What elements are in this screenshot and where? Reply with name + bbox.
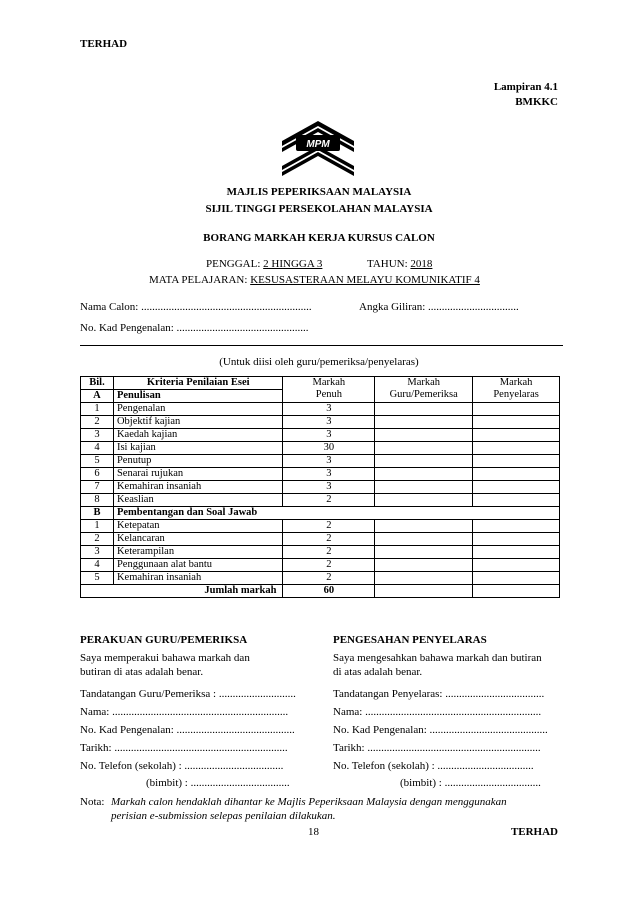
footnote-label: Nota: xyxy=(80,796,105,808)
appendix-label: Lampiran 4.1 xyxy=(493,81,558,93)
header-coordinator: Markah Penyelaras xyxy=(473,377,560,403)
candidate-ic-field[interactable]: No. Kad Pengenalan: ................................................ xyxy=(80,322,309,334)
total-label: Jumlah markah xyxy=(81,585,283,598)
row-coordinator-mark-cell[interactable] xyxy=(473,481,560,494)
row-number: 2 xyxy=(81,416,114,429)
row-max-mark: 2 xyxy=(283,572,375,585)
coordinator-statement-1: Saya mengesahkan bahawa markah dan butiran xyxy=(333,652,542,664)
footnote-text-2: perisian e-submission selepas penilaian dilakukan. xyxy=(111,810,336,822)
year-field xyxy=(367,258,432,270)
row-max-mark: 3 xyxy=(283,403,375,416)
row-number: 3 xyxy=(81,429,114,442)
subject-field xyxy=(149,274,480,286)
row-teacher-mark-cell[interactable] xyxy=(375,455,473,468)
row-number: 7 xyxy=(81,481,114,494)
total-coordinator-cell[interactable] xyxy=(473,585,560,598)
row-number: 5 xyxy=(81,572,114,585)
section-a-rows xyxy=(81,403,560,507)
row-teacher-mark-cell[interactable] xyxy=(375,442,473,455)
row-coordinator-mark-cell[interactable] xyxy=(473,455,560,468)
mpm-logo xyxy=(282,121,354,177)
row-criterion: Penutup xyxy=(113,455,283,468)
row-number: 8 xyxy=(81,494,114,507)
table-row xyxy=(81,533,560,546)
row-max-mark: 3 xyxy=(283,416,375,429)
row-coordinator-mark-cell[interactable] xyxy=(473,416,560,429)
section-b-title: Pembentangan dan Soal Jawab xyxy=(113,507,559,520)
term-field xyxy=(206,258,322,270)
row-coordinator-mark-cell[interactable] xyxy=(473,429,560,442)
row-teacher-mark-cell[interactable] xyxy=(375,481,473,494)
table-row xyxy=(81,403,560,416)
total-teacher-cell[interactable] xyxy=(375,585,473,598)
row-max-mark: 3 xyxy=(283,468,375,481)
table-note: (Untuk diisi oleh guru/pemeriksa/penyelaras) xyxy=(219,356,419,368)
row-max-mark: 3 xyxy=(283,455,375,468)
row-max-mark: 3 xyxy=(283,429,375,442)
teacher-heading: PERAKUAN GURU/PEMERIKSA xyxy=(80,634,248,646)
table-row xyxy=(81,546,560,559)
section-a-code: A xyxy=(81,390,114,403)
row-teacher-mark-cell[interactable] xyxy=(375,429,473,442)
coordinator-signature-field[interactable]: Tandatangan Penyelaras: .................................... xyxy=(333,688,545,700)
table-row xyxy=(81,572,560,585)
table-row xyxy=(81,494,560,507)
teacher-signature-field[interactable]: Tandatangan Guru/Pemeriksa : ............................ xyxy=(80,688,296,700)
row-criterion: Keterampilan xyxy=(113,546,283,559)
table-row xyxy=(81,520,560,533)
candidate-index-field[interactable]: Angka Giliran: ................................. xyxy=(359,301,519,313)
row-criterion: Isi kajian xyxy=(113,442,283,455)
row-number: 2 xyxy=(81,533,114,546)
row-criterion: Penggunaan alat bantu xyxy=(113,559,283,572)
teacher-statement-2: butiran di atas adalah benar. xyxy=(80,666,204,678)
coordinator-ic-field[interactable]: No. Kad Pengenalan: ........................................... xyxy=(333,724,548,736)
row-number: 6 xyxy=(81,468,114,481)
row-coordinator-mark-cell[interactable] xyxy=(473,442,560,455)
header-bil: Bil. xyxy=(81,377,114,390)
total-row xyxy=(81,585,560,598)
row-teacher-mark-cell[interactable] xyxy=(375,494,473,507)
row-coordinator-mark-cell[interactable] xyxy=(473,520,560,533)
coordinator-heading: PENGESAHAN PENYELARAS xyxy=(333,634,487,646)
row-number: 4 xyxy=(81,442,114,455)
classification-top: TERHAD xyxy=(80,38,128,50)
row-coordinator-mark-cell[interactable] xyxy=(473,572,560,585)
row-number: 4 xyxy=(81,559,114,572)
row-number: 3 xyxy=(81,546,114,559)
row-criterion: Kemahiran insaniah xyxy=(113,572,283,585)
council-title: MAJLIS PEPERIKSAAN MALAYSIA xyxy=(226,186,412,198)
row-coordinator-mark-cell[interactable] xyxy=(473,533,560,546)
row-coordinator-mark-cell[interactable] xyxy=(473,468,560,481)
row-max-mark: 30 xyxy=(283,442,375,455)
row-teacher-mark-cell[interactable] xyxy=(375,533,473,546)
row-teacher-mark-cell[interactable] xyxy=(375,520,473,533)
table-row xyxy=(81,416,560,429)
row-coordinator-mark-cell[interactable] xyxy=(473,403,560,416)
term-value: 2 HINGGA 3 xyxy=(263,258,323,270)
teacher-date-field[interactable]: Tarikh: ............................................................... xyxy=(80,742,288,754)
mpm-logo-icon xyxy=(282,121,354,177)
row-number: 5 xyxy=(81,455,114,468)
table-row xyxy=(81,455,560,468)
row-criterion: Ketepatan xyxy=(113,520,283,533)
footnote-text-1: Markah calon hendaklah dihantar ke Majlis Peperiksaan Malaysia dengan menggunakan xyxy=(111,796,507,808)
coordinator-date-field[interactable]: Tarikh: ............................................................... xyxy=(333,742,541,754)
logo-text: MPM xyxy=(306,139,330,150)
header-teacher: Markah Guru/Pemeriksa xyxy=(375,377,473,403)
row-number: 1 xyxy=(81,403,114,416)
section-b-rows xyxy=(81,520,560,585)
teacher-phone-school-field[interactable]: No. Telefon (sekolah) : .................................... xyxy=(80,760,284,772)
row-criterion: Pengenalan xyxy=(113,403,283,416)
coordinator-phone-school-field[interactable]: No. Telefon (sekolah) : ................................... xyxy=(333,760,534,772)
row-coordinator-mark-cell[interactable] xyxy=(473,559,560,572)
teacher-name-field[interactable]: Nama: ................................................................ xyxy=(80,706,289,718)
row-criterion: Kaedah kajian xyxy=(113,429,283,442)
coordinator-phone-mobile-field[interactable]: (bimbit) : ................................... xyxy=(400,777,541,789)
table-row xyxy=(81,481,560,494)
row-criterion: Kemahiran insaniah xyxy=(113,481,283,494)
row-teacher-mark-cell[interactable] xyxy=(375,468,473,481)
table-row xyxy=(81,442,560,455)
row-max-mark: 3 xyxy=(283,481,375,494)
row-teacher-mark-cell[interactable] xyxy=(375,416,473,429)
row-max-mark: 2 xyxy=(283,559,375,572)
row-max-mark: 2 xyxy=(283,520,375,533)
term-label: PENGGAL: xyxy=(206,258,264,270)
row-criterion: Kelancaran xyxy=(113,533,283,546)
row-teacher-mark-cell[interactable] xyxy=(375,572,473,585)
subject-value: KESUSASTERAAN MELAYU KOMUNIKATIF 4 xyxy=(250,274,480,286)
row-number: 1 xyxy=(81,520,114,533)
table-row xyxy=(81,468,560,481)
section-a-title: Penulisan xyxy=(113,390,283,403)
row-teacher-mark-cell[interactable] xyxy=(375,403,473,416)
teacher-ic-field[interactable]: No. Kad Pengenalan: ........................................... xyxy=(80,724,295,736)
row-criterion: Senarai rujukan xyxy=(113,468,283,481)
coordinator-statement-2: di atas adalah benar. xyxy=(333,666,423,678)
teacher-statement-1: Saya memperakui bahawa markah dan xyxy=(80,652,250,664)
header-full: Markah Penuh xyxy=(283,377,375,403)
year-label: TAHUN: xyxy=(367,258,411,270)
form-title: BORANG MARKAH KERJA KURSUS CALON xyxy=(203,232,435,244)
row-teacher-mark-cell[interactable] xyxy=(375,559,473,572)
table-header-row xyxy=(81,377,560,390)
subject-label: MATA PELAJARAN: xyxy=(149,274,251,286)
page-number: 18 xyxy=(308,826,319,838)
row-max-mark: 2 xyxy=(283,533,375,546)
candidate-name-field[interactable]: Nama Calon: .............................................................. xyxy=(80,301,312,313)
row-criterion: Objektif kajian xyxy=(113,416,283,429)
header-criteria: Kriteria Penilaian Esei xyxy=(113,377,283,390)
row-criterion: Keaslian xyxy=(113,494,283,507)
teacher-phone-mobile-field[interactable]: (bimbit) : .................................... xyxy=(146,777,290,789)
row-max-mark: 2 xyxy=(283,546,375,559)
classification-bottom: TERHAD xyxy=(510,826,558,838)
certificate-title: SIJIL TINGGI PERSEKOLAHAN MALAYSIA xyxy=(205,203,433,215)
form-code: BMKKC xyxy=(515,96,558,108)
row-coordinator-mark-cell[interactable] xyxy=(473,546,560,559)
coordinator-name-field[interactable]: Nama: ................................................................ xyxy=(333,706,542,718)
row-max-mark: 2 xyxy=(283,494,375,507)
divider xyxy=(80,345,563,346)
marks-table xyxy=(80,376,560,598)
row-coordinator-mark-cell[interactable] xyxy=(473,494,560,507)
section-b-row xyxy=(81,507,560,520)
total-value: 60 xyxy=(283,585,375,598)
table-row xyxy=(81,559,560,572)
row-teacher-mark-cell[interactable] xyxy=(375,546,473,559)
table-row xyxy=(81,429,560,442)
section-b-code: B xyxy=(81,507,114,520)
year-value: 2018 xyxy=(410,258,433,270)
